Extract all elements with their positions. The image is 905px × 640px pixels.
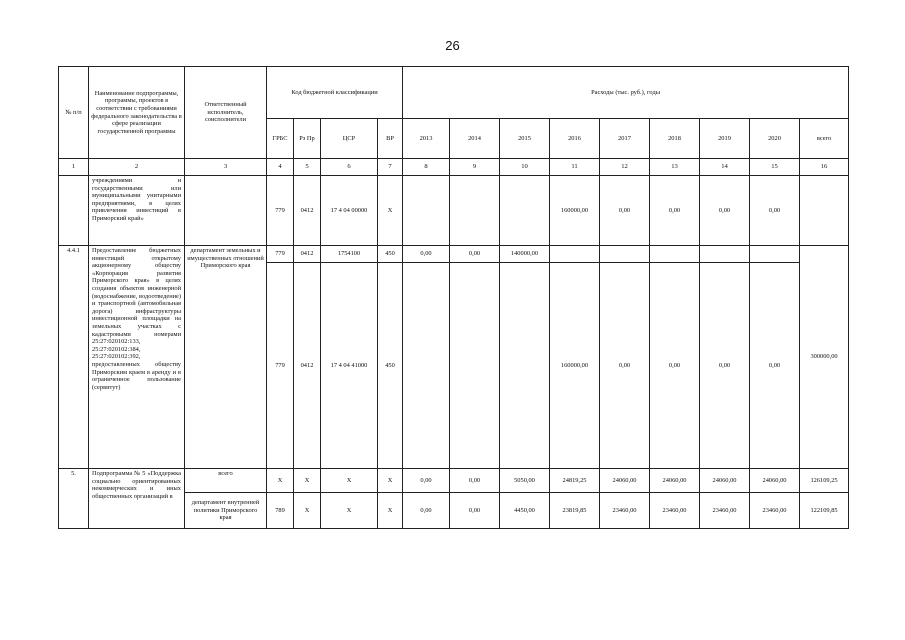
col-number: 16 — [800, 159, 849, 176]
row-vr: 450 — [378, 263, 403, 469]
row-grbs: X — [267, 469, 294, 493]
row-grbs: 789 — [267, 493, 294, 529]
col-number: 4 — [267, 159, 294, 176]
row-name: Предоставление бюджетных инвестиций открытому акционерному обществу «Корпорация развития Приморского края» в целях создания объектов инженерной (водоснабжение, водоотведение) и транспортной (автомобильная дорога) инфраструктуры инвестиционной площадки на земельных участках с кадастровыми номерами 25:27:020102:133, 25:27:020102:384, 25:27:020102:392, предоставленных обществу Приморским краем в аренду и в ограниченное пользование (сервитут) — [89, 246, 185, 469]
header-responsible: Ответственный исполнитель, соисполнители — [185, 67, 267, 159]
row-2015: 5050,00 — [500, 469, 550, 493]
row-2017: 0,00 — [600, 176, 650, 246]
row-2016: 160000,00 — [550, 176, 600, 246]
row-2014 — [450, 263, 500, 469]
row-2013: 0,00 — [403, 246, 450, 263]
row-total — [800, 176, 849, 246]
header-year-2017: 2017 — [600, 119, 650, 159]
col-number: 2 — [89, 159, 185, 176]
row-vr: X — [378, 176, 403, 246]
row-rzpr: 0412 — [294, 263, 321, 469]
col-number: 14 — [700, 159, 750, 176]
row-2017: 24060,00 — [600, 469, 650, 493]
row-2013: 0,00 — [403, 493, 450, 529]
row-2018 — [650, 246, 700, 263]
col-number: 8 — [403, 159, 450, 176]
row-num: 5. — [59, 469, 89, 529]
header-grbs: ГРБС — [267, 119, 294, 159]
row-2019: 0,00 — [700, 263, 750, 469]
row-2020: 0,00 — [750, 263, 800, 469]
row-2016: 23819,85 — [550, 493, 600, 529]
row-csr: 1754100 — [321, 246, 378, 263]
col-number: 6 — [321, 159, 378, 176]
header-vr: ВР — [378, 119, 403, 159]
row-2017 — [600, 246, 650, 263]
row-2020: 0,00 — [750, 176, 800, 246]
row-2017: 0,00 — [600, 263, 650, 469]
header-num: № п/п — [59, 67, 89, 159]
row-2020: 23460,00 — [750, 493, 800, 529]
row-2019: 24060,00 — [700, 469, 750, 493]
row-2014: 0,00 — [450, 246, 500, 263]
row-total: 300000,00 — [800, 246, 849, 469]
col-number: 11 — [550, 159, 600, 176]
row-csr: 17 4 04 00000 — [321, 176, 378, 246]
row-2013: 0,00 — [403, 469, 450, 493]
row-2014: 0,00 — [450, 469, 500, 493]
row-csr: 17 4 04 41000 — [321, 263, 378, 469]
row-2018: 0,00 — [650, 263, 700, 469]
row-2017: 23460,00 — [600, 493, 650, 529]
col-number: 13 — [650, 159, 700, 176]
row-2014: 0,00 — [450, 493, 500, 529]
header-year-2019: 2019 — [700, 119, 750, 159]
row-responsible: департамент земельных и имущественных отношений Приморского края — [185, 246, 267, 469]
row-2019: 23460,00 — [700, 493, 750, 529]
row-rzpr: 0412 — [294, 176, 321, 246]
row-name: Подпрограмма № 5 «Поддержка социально ориентированных некоммерческих и иных общественных организаций в — [89, 469, 185, 529]
row-vr: 450 — [378, 246, 403, 263]
header-year-2015: 2015 — [500, 119, 550, 159]
row-2019 — [700, 246, 750, 263]
col-number: 1 — [59, 159, 89, 176]
row-responsible — [185, 176, 267, 246]
header-expenses-group: Расходы (тыс. руб.), годы — [403, 67, 849, 119]
header-year-2018: 2018 — [650, 119, 700, 159]
page-number: 26 — [445, 38, 460, 53]
header-year-2020: 2020 — [750, 119, 800, 159]
header-kbk-group: Код бюджетной классификации — [267, 67, 403, 119]
header-csr: ЦСР — [321, 119, 378, 159]
header-rzpr: Рз Пр — [294, 119, 321, 159]
row-num: 4.4.1 — [59, 246, 89, 469]
row-rzpr: 0412 — [294, 246, 321, 263]
row-2020: 24060,00 — [750, 469, 800, 493]
row-total: 126109,25 — [800, 469, 849, 493]
row-2016 — [550, 246, 600, 263]
col-number: 7 — [378, 159, 403, 176]
header-year-2016: 2016 — [550, 119, 600, 159]
row-grbs: 779 — [267, 263, 294, 469]
col-number: 12 — [600, 159, 650, 176]
row-grbs: 779 — [267, 176, 294, 246]
row-2019: 0,00 — [700, 176, 750, 246]
row-vr: X — [378, 493, 403, 529]
row-2016: 24819,25 — [550, 469, 600, 493]
header-row-1 — [59, 67, 849, 119]
row-name: учреждениями и государственными или муниципальными унитарными предприятиями, в целях привлечения инвестиций в Приморский край» — [89, 176, 185, 246]
row-2018: 0,00 — [650, 176, 700, 246]
row-vr: X — [378, 469, 403, 493]
row-csr: X — [321, 469, 378, 493]
table-row — [59, 469, 849, 493]
header-name: Наименование подпрограммы, программы, проектов в соответствии с требованиями федерального законодательства в сфере реализации государственной программы — [89, 67, 185, 159]
row-2015 — [500, 176, 550, 246]
row-responsible: департамент внутренней политики Приморского края — [185, 493, 267, 529]
row-grbs: 779 — [267, 246, 294, 263]
column-numbers-row — [59, 159, 849, 176]
row-rzpr: X — [294, 469, 321, 493]
row-total: 122109,85 — [800, 493, 849, 529]
row-2018: 23460,00 — [650, 493, 700, 529]
row-2015: 140000,00 — [500, 246, 550, 263]
row-2015 — [500, 263, 550, 469]
row-2020 — [750, 246, 800, 263]
row-num — [59, 176, 89, 246]
row-2016: 160000,00 — [550, 263, 600, 469]
row-2013 — [403, 176, 450, 246]
row-2015: 4450,00 — [500, 493, 550, 529]
row-2018: 24060,00 — [650, 469, 700, 493]
row-responsible: всего — [185, 469, 267, 493]
header-total: всего — [800, 119, 849, 159]
header-year-2013: 2013 — [403, 119, 450, 159]
table-row — [59, 176, 849, 246]
header-year-2014: 2014 — [450, 119, 500, 159]
col-number: 5 — [294, 159, 321, 176]
row-rzpr: X — [294, 493, 321, 529]
budget-table — [58, 66, 849, 529]
col-number: 3 — [185, 159, 267, 176]
row-2013 — [403, 263, 450, 469]
table-row — [59, 246, 849, 263]
col-number: 9 — [450, 159, 500, 176]
row-2014 — [450, 176, 500, 246]
col-number: 10 — [500, 159, 550, 176]
col-number: 15 — [750, 159, 800, 176]
row-csr: X — [321, 493, 378, 529]
